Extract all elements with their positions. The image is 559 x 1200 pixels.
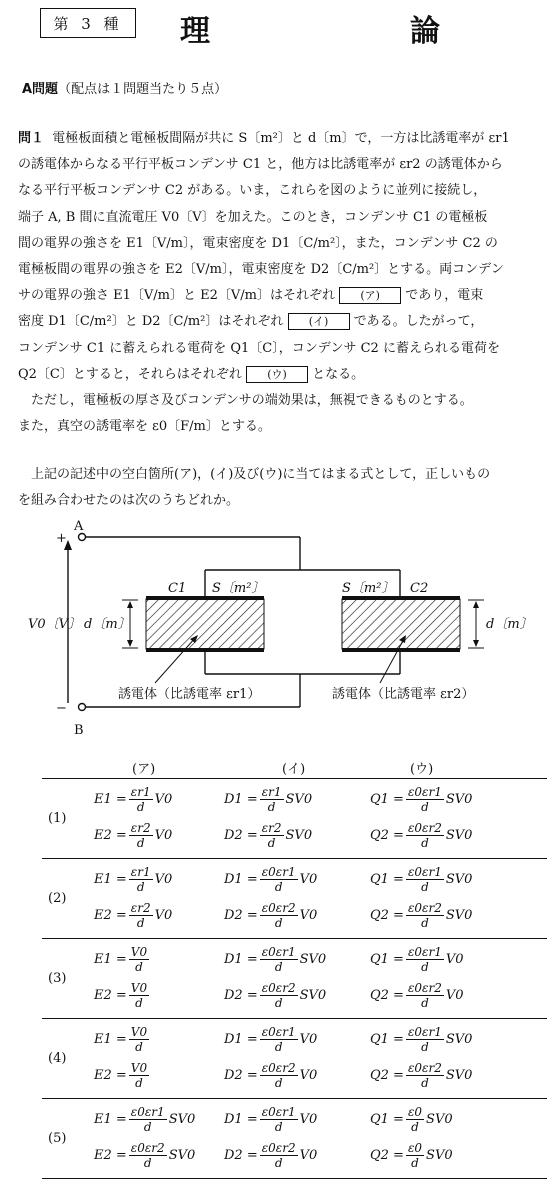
numerator: ε0εr2 <box>261 901 296 915</box>
formula-tail: SV0 <box>285 792 313 807</box>
numerator: ε0 <box>407 1141 423 1155</box>
numerator: εr1 <box>261 785 282 799</box>
numerator: ε0εr2 <box>261 1141 296 1155</box>
fraction <box>129 821 153 850</box>
numerator: εr2 <box>130 821 151 835</box>
fraction <box>260 1025 298 1054</box>
numerator: ε0εr1 <box>407 945 442 959</box>
numerator: V0 <box>130 1025 148 1039</box>
blank-a: (ア) <box>339 287 401 304</box>
formula-b2 <box>224 901 317 930</box>
dielectric-2-label: 誘電体（比誘電率 εr2） <box>332 687 475 702</box>
question-line: コンデンサ C1 に蓄えられる電荷を Q1〔C〕，コンデンサ C2 に蓄えられる電荷を <box>18 340 500 356</box>
blank-u: (ウ) <box>246 366 308 383</box>
formula-b1 <box>224 865 317 894</box>
fraction <box>406 981 444 1010</box>
formula-tail: V0 <box>299 1112 318 1127</box>
numerator: εr1 <box>130 865 151 879</box>
formula-tail: V0 <box>299 872 318 887</box>
numerator: ε0εr2 <box>407 1061 442 1075</box>
numerator: V0 <box>130 1061 148 1075</box>
denominator: d <box>135 996 143 1010</box>
question-text: である。したがって， <box>353 314 484 330</box>
question-line: また，真空の誘電率を ε0〔F/m〕とする。 <box>18 419 271 435</box>
terminal-b-label: B <box>74 723 84 738</box>
formula-c2 <box>370 1061 472 1090</box>
numerator: εr2 <box>261 821 282 835</box>
numerator: ε0εr2 <box>407 821 442 835</box>
question-text: Q2〔C〕とすると，それらはそれぞれ <box>18 366 242 382</box>
denominator: d <box>421 880 429 894</box>
question-body <box>18 126 546 440</box>
question-line: 間の電界の強さを E1〔V/m〕，電束密度を D1〔C/m²〕，また，コンデンサ C2 の <box>18 235 498 251</box>
choice-number: (4) <box>48 1051 67 1066</box>
formula-c2 <box>370 901 472 930</box>
question-text: サの電界の強さ E1〔V/m〕と E2〔V/m〕はそれぞれ <box>18 288 335 304</box>
numerator: ε0εr1 <box>130 1105 165 1119</box>
formula-lhs: D2 = <box>224 908 258 923</box>
formula-a1 <box>94 865 172 894</box>
formula-c1 <box>370 865 472 894</box>
denominator: d <box>267 836 276 850</box>
formula-c2 <box>370 981 464 1010</box>
formula-b1 <box>224 945 326 974</box>
fraction <box>406 1025 444 1054</box>
formula-lhs: E1 = <box>94 952 127 967</box>
formula-lhs: E1 = <box>94 1032 127 1047</box>
question-line <box>18 362 546 388</box>
formula-tail: V0 <box>154 792 173 807</box>
fraction <box>260 865 298 894</box>
fraction <box>260 785 284 814</box>
numerator: ε0εr1 <box>407 785 442 799</box>
fraction <box>129 901 153 930</box>
formula-lhs: Q1 = <box>370 1112 404 1127</box>
denominator: d <box>421 916 429 930</box>
dielectric-1-label: 誘電体（比誘電率 εr1） <box>118 687 261 702</box>
fraction <box>406 945 444 974</box>
numerator: ε0εr1 <box>261 1105 296 1119</box>
formula-lhs: E2 = <box>94 1068 127 1083</box>
header-a: (ア) <box>132 762 156 777</box>
formula-c2 <box>370 821 472 850</box>
formula-lhs: D1 = <box>224 792 258 807</box>
fraction <box>129 785 153 814</box>
terminal-a-label: A <box>74 520 84 534</box>
answer-choice <box>42 1098 547 1179</box>
fraction <box>260 981 298 1010</box>
question-line: 電極板間の電界の強さを E2〔V/m〕，電束密度を D2〔C/m²〕とする。両コンデン <box>18 262 504 278</box>
numerator: ε0εr2 <box>261 981 296 995</box>
formula-lhs: E1 = <box>94 792 127 807</box>
exam-category-label: 第 3 種 <box>40 8 136 38</box>
page-title <box>180 6 440 50</box>
formula-c1 <box>370 785 472 814</box>
answer-choice <box>42 938 547 1019</box>
fraction <box>129 1105 167 1134</box>
numerator: ε0εr2 <box>407 901 442 915</box>
formula-lhs: Q2 = <box>370 908 404 923</box>
formula-tail: SV0 <box>168 1148 196 1163</box>
capacitor-c1 <box>146 596 264 652</box>
formula-tail: V0 <box>299 1148 318 1163</box>
denominator: d <box>143 1156 152 1170</box>
formula-a1 <box>94 1025 151 1054</box>
question-line: の誘電体からなる平行平板コンデンサ C1 と，他方は比誘電率が εr2 の誘電体から <box>18 157 503 173</box>
fraction <box>260 945 298 974</box>
numerator: ε0εr2 <box>130 1141 165 1155</box>
fraction <box>406 901 444 930</box>
formula-lhs: D2 = <box>224 1148 258 1163</box>
denominator: d <box>143 1120 152 1134</box>
terminal-b-node <box>79 704 86 711</box>
formula-b1 <box>224 1025 317 1054</box>
fraction <box>406 1105 424 1134</box>
area-right-label: S〔m²〕 <box>342 581 395 596</box>
header-i: (イ) <box>282 762 306 777</box>
blank-i: (イ) <box>288 313 350 330</box>
formula-b2 <box>224 981 326 1010</box>
choice-number: (1) <box>48 811 67 826</box>
terminal-a-node <box>79 534 86 541</box>
c2-label: C2 <box>410 581 429 596</box>
formula-lhs: E2 = <box>94 988 127 1003</box>
voltage-label: V0〔V〕 <box>28 617 82 632</box>
circuit-diagram <box>0 520 559 760</box>
question-text: 電極板面積と電極板間隔が共に S〔m²〕と d〔m〕で，一方は比誘電率が εr1 <box>52 131 510 146</box>
numerator: V0 <box>130 945 148 959</box>
section-title: A問題 <box>22 82 59 97</box>
formula-b2 <box>224 821 312 850</box>
denominator: d <box>421 1040 429 1054</box>
formula-b2 <box>224 1061 317 1090</box>
numerator: ε0εr1 <box>261 1025 296 1039</box>
formula-c1 <box>370 1025 472 1054</box>
formula-a2 <box>94 901 172 930</box>
numerator: εr1 <box>130 785 151 799</box>
denominator: d <box>274 1156 283 1170</box>
title-char-right: 論 <box>410 14 440 49</box>
formula-a2 <box>94 821 172 850</box>
denominator: d <box>135 960 143 974</box>
numerator: ε0εr1 <box>261 945 296 959</box>
question-line: ただし，電極板の厚さ及びコンデンサの端効果は，無視できるものとする。 <box>18 393 473 409</box>
formula-lhs: Q1 = <box>370 872 404 887</box>
formula-tail: SV0 <box>445 828 473 843</box>
plus-sign: + <box>56 531 67 546</box>
formula-c2 <box>370 1141 453 1170</box>
instruction <box>18 462 546 514</box>
formula-a2 <box>94 981 151 1010</box>
fraction <box>260 821 284 850</box>
numerator: ε0εr2 <box>407 981 442 995</box>
question-line <box>18 283 546 309</box>
minus-sign: − <box>56 701 67 716</box>
formula-tail: SV0 <box>445 908 473 923</box>
formula-lhs: D2 = <box>224 1068 258 1083</box>
denominator: d <box>274 960 283 974</box>
question-text: 密度 D1〔C/m²〕と D2〔C/m²〕はそれぞれ <box>18 314 284 330</box>
denominator: d <box>136 800 145 814</box>
denominator: d <box>136 836 145 850</box>
formula-tail: SV0 <box>168 1112 196 1127</box>
formula-tail: V0 <box>154 828 173 843</box>
formula-tail: V0 <box>299 908 318 923</box>
denominator: d <box>421 960 429 974</box>
formula-tail: SV0 <box>445 1068 473 1083</box>
formula-tail: V0 <box>445 988 464 1003</box>
header-u: (ウ) <box>410 762 434 777</box>
formula-lhs: Q2 = <box>370 828 404 843</box>
formula-tail: SV0 <box>445 1032 473 1047</box>
question-line <box>18 309 546 335</box>
formula-lhs: E1 = <box>94 1112 127 1127</box>
formula-b1 <box>224 785 312 814</box>
denominator: d <box>274 916 283 930</box>
formula-lhs: Q2 = <box>370 1148 404 1163</box>
numerator: ε0 <box>407 1105 423 1119</box>
fraction <box>129 981 149 1010</box>
fraction <box>129 865 153 894</box>
formula-tail: V0 <box>154 908 173 923</box>
instruction-line: を組み合わせたのは次のうちどれか。 <box>18 493 240 508</box>
formula-tail: V0 <box>154 872 173 887</box>
formula-lhs: Q1 = <box>370 952 404 967</box>
formula-a2 <box>94 1141 195 1170</box>
formula-lhs: Q1 = <box>370 792 404 807</box>
fraction <box>406 1061 444 1090</box>
answer-choice <box>42 1018 547 1099</box>
area-left-label: S〔m²〕 <box>212 581 265 596</box>
gap-left-label: d〔m〕 <box>84 617 131 632</box>
answer-choice <box>42 778 547 859</box>
fraction <box>260 1105 298 1134</box>
section-note: （配点は１問題当たり５点） <box>58 82 228 97</box>
numerator: V0 <box>130 981 148 995</box>
formula-tail: SV0 <box>426 1148 453 1163</box>
formula-lhs: D2 = <box>224 988 258 1003</box>
question-text: となる。 <box>312 366 365 382</box>
denominator: d <box>274 1076 283 1090</box>
question-line <box>18 126 546 152</box>
formula-a2 <box>94 1061 151 1090</box>
formula-c1 <box>370 1105 453 1134</box>
gap-right-label: d〔m〕 <box>486 617 533 632</box>
fraction <box>129 1141 167 1170</box>
formula-lhs: E2 = <box>94 828 127 843</box>
fraction <box>129 1025 149 1054</box>
fraction <box>260 1141 298 1170</box>
section-heading <box>22 78 227 97</box>
fraction <box>406 1141 424 1170</box>
formula-tail: SV0 <box>285 828 313 843</box>
numerator: ε0εr1 <box>261 865 296 879</box>
fraction <box>406 821 444 850</box>
denominator: d <box>421 800 429 814</box>
formula-tail: V0 <box>299 1032 318 1047</box>
numerator: ε0εr1 <box>407 865 442 879</box>
formula-lhs: D1 = <box>224 872 258 887</box>
question-text: であり，電束 <box>405 288 484 304</box>
formula-a1 <box>94 785 172 814</box>
formula-lhs: D1 = <box>224 1112 258 1127</box>
choice-number: (5) <box>48 1131 67 1146</box>
numerator: εr2 <box>130 901 151 915</box>
denominator: d <box>135 1040 143 1054</box>
fraction <box>129 945 149 974</box>
denominator: d <box>421 1076 429 1090</box>
fraction <box>406 865 444 894</box>
formula-lhs: E2 = <box>94 1148 127 1163</box>
denominator: d <box>274 1040 283 1054</box>
fraction <box>260 901 298 930</box>
formula-lhs: Q1 = <box>370 1032 404 1047</box>
question-line: なる平行平板コンデンサ C2 がある。いま，これらを図のように並列に接続し， <box>18 183 487 199</box>
fraction <box>406 785 444 814</box>
formula-lhs: Q2 = <box>370 988 404 1003</box>
formula-lhs: E2 = <box>94 908 127 923</box>
denominator: d <box>135 1076 143 1090</box>
formula-c1 <box>370 945 464 974</box>
denominator: d <box>136 916 145 930</box>
fraction <box>260 1061 298 1090</box>
formula-a1 <box>94 945 151 974</box>
fraction <box>129 1061 149 1090</box>
denominator: d <box>136 880 145 894</box>
formula-tail: SV0 <box>299 988 327 1003</box>
answer-choice <box>42 858 547 939</box>
formula-lhs: D1 = <box>224 1032 258 1047</box>
choice-number: (2) <box>48 891 67 906</box>
denominator: d <box>411 1120 419 1134</box>
table-bottom-rule <box>42 1178 547 1179</box>
formula-tail: V0 <box>299 1068 318 1083</box>
denominator: d <box>267 800 276 814</box>
numerator: ε0εr1 <box>407 1025 442 1039</box>
formula-tail: SV0 <box>426 1112 453 1127</box>
formula-tail: SV0 <box>445 872 473 887</box>
formula-b2 <box>224 1141 317 1170</box>
formula-lhs: D1 = <box>224 952 258 967</box>
denominator: d <box>421 996 429 1010</box>
formula-tail: SV0 <box>299 952 327 967</box>
question-number: 問１ <box>18 131 45 146</box>
formula-tail: SV0 <box>445 792 473 807</box>
numerator: ε0εr2 <box>261 1061 296 1075</box>
choice-number: (3) <box>48 971 67 986</box>
formula-lhs: Q2 = <box>370 1068 404 1083</box>
formula-lhs: E1 = <box>94 872 127 887</box>
denominator: d <box>421 836 429 850</box>
denominator: d <box>274 1120 283 1134</box>
denominator: d <box>274 996 283 1010</box>
formula-tail: V0 <box>445 952 464 967</box>
formula-lhs: D2 = <box>224 828 258 843</box>
instruction-line: 上記の記述中の空白箇所(ア)，(イ)及び(ウ)に当てはまる式として，正しいもの <box>18 467 491 482</box>
c1-label: C1 <box>168 581 187 596</box>
denominator: d <box>411 1156 419 1170</box>
title-char-left: 理 <box>180 14 210 49</box>
denominator: d <box>274 880 283 894</box>
formula-a1 <box>94 1105 195 1134</box>
question-line: 端子 A, B 間に直流電圧 V0〔V〕を加えた。このとき，コンデンサ C1 の電極板 <box>18 209 488 225</box>
formula-b1 <box>224 1105 317 1134</box>
